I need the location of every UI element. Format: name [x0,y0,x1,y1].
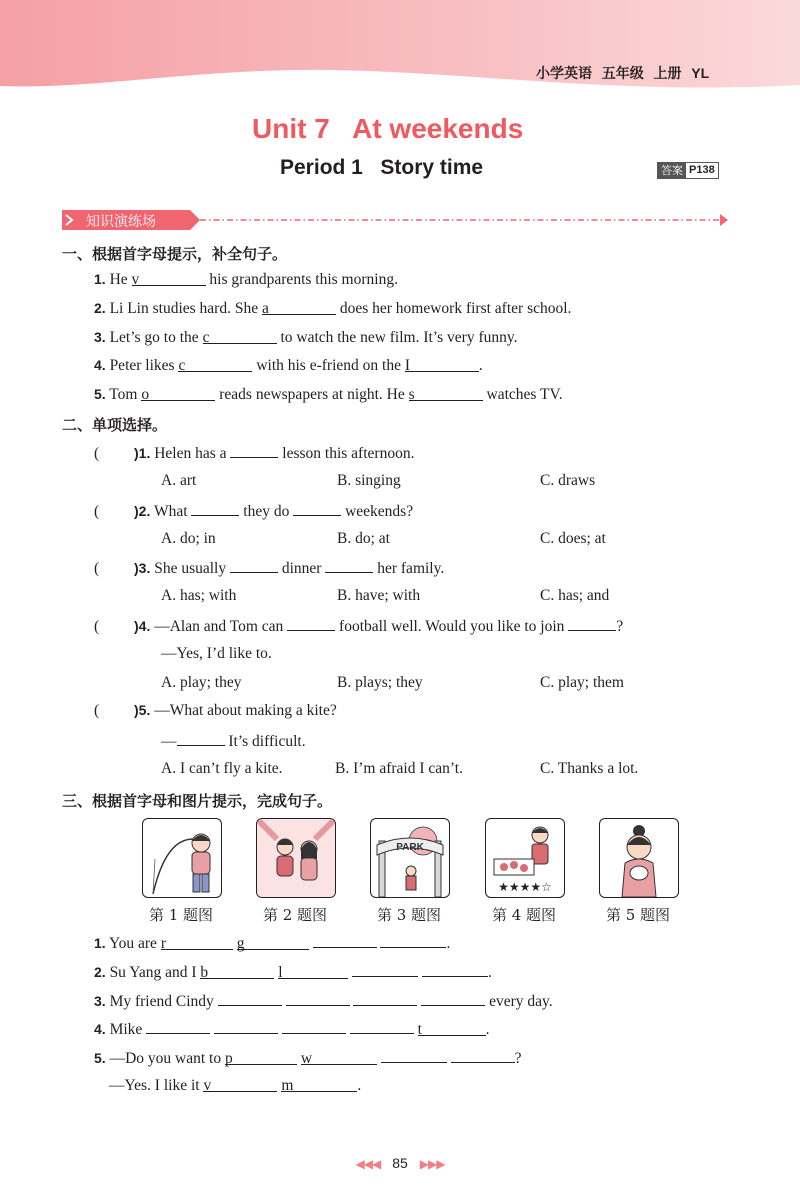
s2-question-4: ( )4. —Alan and Tom can football well. Would you like to join ? [94,618,624,635]
answer-blank[interactable]: c [203,329,277,344]
park-sign-text: PARK [396,842,424,853]
s2-question-3: ( )3. She usually dinner her family. [94,560,445,577]
answer-blank[interactable]: m [281,1077,357,1092]
picture-caption-3: 第 3 题图 [376,906,442,924]
s2-q3-option-b[interactable]: B. have; with [337,587,421,604]
s2-q4-option-c[interactable]: C. play; them [540,674,624,691]
period-number: Period 1 [280,156,363,179]
picture-1-fishing [142,818,222,898]
answer-blank[interactable] [177,731,225,746]
next-arrows-icon: ▶▶▶ [419,1157,445,1171]
s3-item-3: 3. My friend Cindy every day. [94,993,553,1010]
answer-blank[interactable] [350,1019,414,1034]
answer-blank[interactable] [381,1048,447,1063]
answer-blank[interactable] [380,933,446,948]
s2-q5-option-a[interactable]: A. I can’t fly a kite. [161,760,283,777]
s1-item-4: 4. Peter likes c with his e-friend on the I . [94,357,483,374]
answer-blank[interactable] [214,1019,278,1034]
s2-q1-option-b[interactable]: B. singing [337,472,401,489]
answer-blank[interactable] [313,933,377,948]
unit-title [252,113,523,145]
answer-bracket[interactable]: ( [94,445,100,462]
answer-bracket[interactable]: ( [94,702,100,719]
s2-q4-option-a[interactable]: A. play; they [161,674,242,691]
section1-heading: 一、根据首字母提示，补全句子。 [62,245,288,263]
s2-q1-option-c[interactable]: C. draws [540,472,596,489]
header-volume: 上册 [653,66,682,82]
section3-heading: 三、根据首字母和图片提示，完成句子。 [62,792,333,810]
answer-blank[interactable]: l [278,964,348,979]
answer-blank[interactable]: o [141,386,215,401]
s2-question-1: ( )1. Helen has a lesson this afternoon. [94,445,415,462]
s2-q4-option-b[interactable]: B. plays; they [337,674,423,691]
unit-number: Unit 7 [252,113,330,144]
s2-q5-reply: — It’s difficult. [161,733,306,750]
answer-blank[interactable]: r [161,935,233,950]
s2-q5-option-b[interactable]: B. I’m afraid I can’t. [335,760,463,777]
s2-q2-option-c[interactable]: C. does; at [540,530,606,547]
answer-blank[interactable] [230,443,278,458]
rating-stars: ★★★★☆ [498,880,552,894]
answer-blank[interactable]: g [237,935,309,950]
answer-blank[interactable]: c [178,357,252,372]
s2-q4-reply: —Yes, I’d like to. [161,645,272,662]
period-name: Story time [380,156,484,179]
s2-question-5: ( )5. —What about making a kite? [94,702,337,719]
answer-blank[interactable]: b [200,964,274,979]
s3-item-2: 2. Su Yang and I b l . [94,964,492,981]
page-number: 85 [392,1155,408,1171]
answer-reference [657,162,719,179]
answer-blank[interactable]: t [418,1021,486,1036]
picture-5-girl-with-pet [599,818,679,898]
prev-arrows-icon: ◀◀◀ [355,1157,381,1171]
answer-bracket[interactable]: ( [94,560,100,577]
answer-blank[interactable] [191,501,239,516]
answer-blank[interactable] [286,991,350,1006]
period-title [280,156,483,180]
s2-q2-option-b[interactable]: B. do; at [337,530,390,547]
header-subject: 小学英语 [536,66,592,82]
picture-caption-2: 第 2 题图 [262,906,328,924]
s2-q1-option-a[interactable]: A. art [161,472,197,489]
picture-caption-5: 第 5 题图 [605,906,671,924]
answer-blank[interactable] [146,1019,210,1034]
header-grade: 五年级 [601,66,644,82]
answer-bracket[interactable]: ( [94,503,100,520]
s3-item-5-reply: —Yes. I like it v m . [109,1077,362,1094]
header-info [536,63,709,83]
s2-question-2: ( )2. What they do weekends? [94,503,414,520]
s2-q3-option-c[interactable]: C. has; and [540,587,610,604]
picture-3-park [370,818,450,898]
unit-name: At weekends [352,113,524,144]
answer-blank[interactable]: v [132,271,206,286]
answer-blank[interactable] [421,991,485,1006]
answer-blank[interactable] [568,616,616,631]
s3-item-4: 4. Mike t . [94,1021,490,1038]
answer-blank[interactable] [451,1048,515,1063]
s1-item-1: 1. He v his grandparents this morning. [94,271,398,288]
header-wave [0,0,800,100]
answer-blank[interactable]: w [301,1050,377,1065]
s2-q2-option-a[interactable]: A. do; in [161,530,216,547]
answer-blank[interactable] [287,616,335,631]
answer-page: P138 [689,164,715,176]
answer-bracket[interactable]: ( [94,618,100,635]
picture-4-cooking [485,818,565,898]
answer-blank[interactable]: s [409,386,483,401]
answer-blank[interactable] [353,991,417,1006]
s3-item-5: 5. —Do you want to p w ? [94,1050,522,1067]
answer-blank[interactable] [352,962,418,977]
picture-2-dancing [256,818,336,898]
answer-blank[interactable] [325,558,373,573]
s1-item-3: 3. Let’s go to the c to watch the new film. It’s very funny. [94,329,518,346]
s3-item-1: 1. You are r g . [94,935,451,952]
picture-caption-1: 第 1 题图 [148,906,214,924]
answer-label: 答案 [658,163,686,178]
banner-label: 知识演练场 [86,214,156,230]
answer-blank[interactable] [422,962,488,977]
section2-heading: 二、单项选择。 [62,416,168,434]
picture-caption-4: 第 4 题图 [491,906,557,924]
answer-blank[interactable] [293,501,341,516]
answer-blank[interactable]: I [405,357,479,372]
answer-blank[interactable]: v [203,1077,277,1092]
answer-blank[interactable] [230,558,278,573]
s1-item-2: 2. Li Lin studies hard. She a does her homework first after school. [94,300,572,317]
section-banner [60,207,740,233]
s2-q5-option-c[interactable]: C. Thanks a lot. [540,760,639,777]
answer-blank[interactable] [218,991,282,1006]
s1-item-5: 5. Tom o reads newspapers at night. He s watches TV. [94,386,563,403]
answer-blank[interactable] [282,1019,346,1034]
page-footer [330,1155,470,1173]
s2-q3-option-a[interactable]: A. has; with [161,587,237,604]
answer-blank[interactable]: a [262,300,336,315]
header-edition: YL [691,65,710,81]
answer-blank[interactable]: p [225,1050,297,1065]
